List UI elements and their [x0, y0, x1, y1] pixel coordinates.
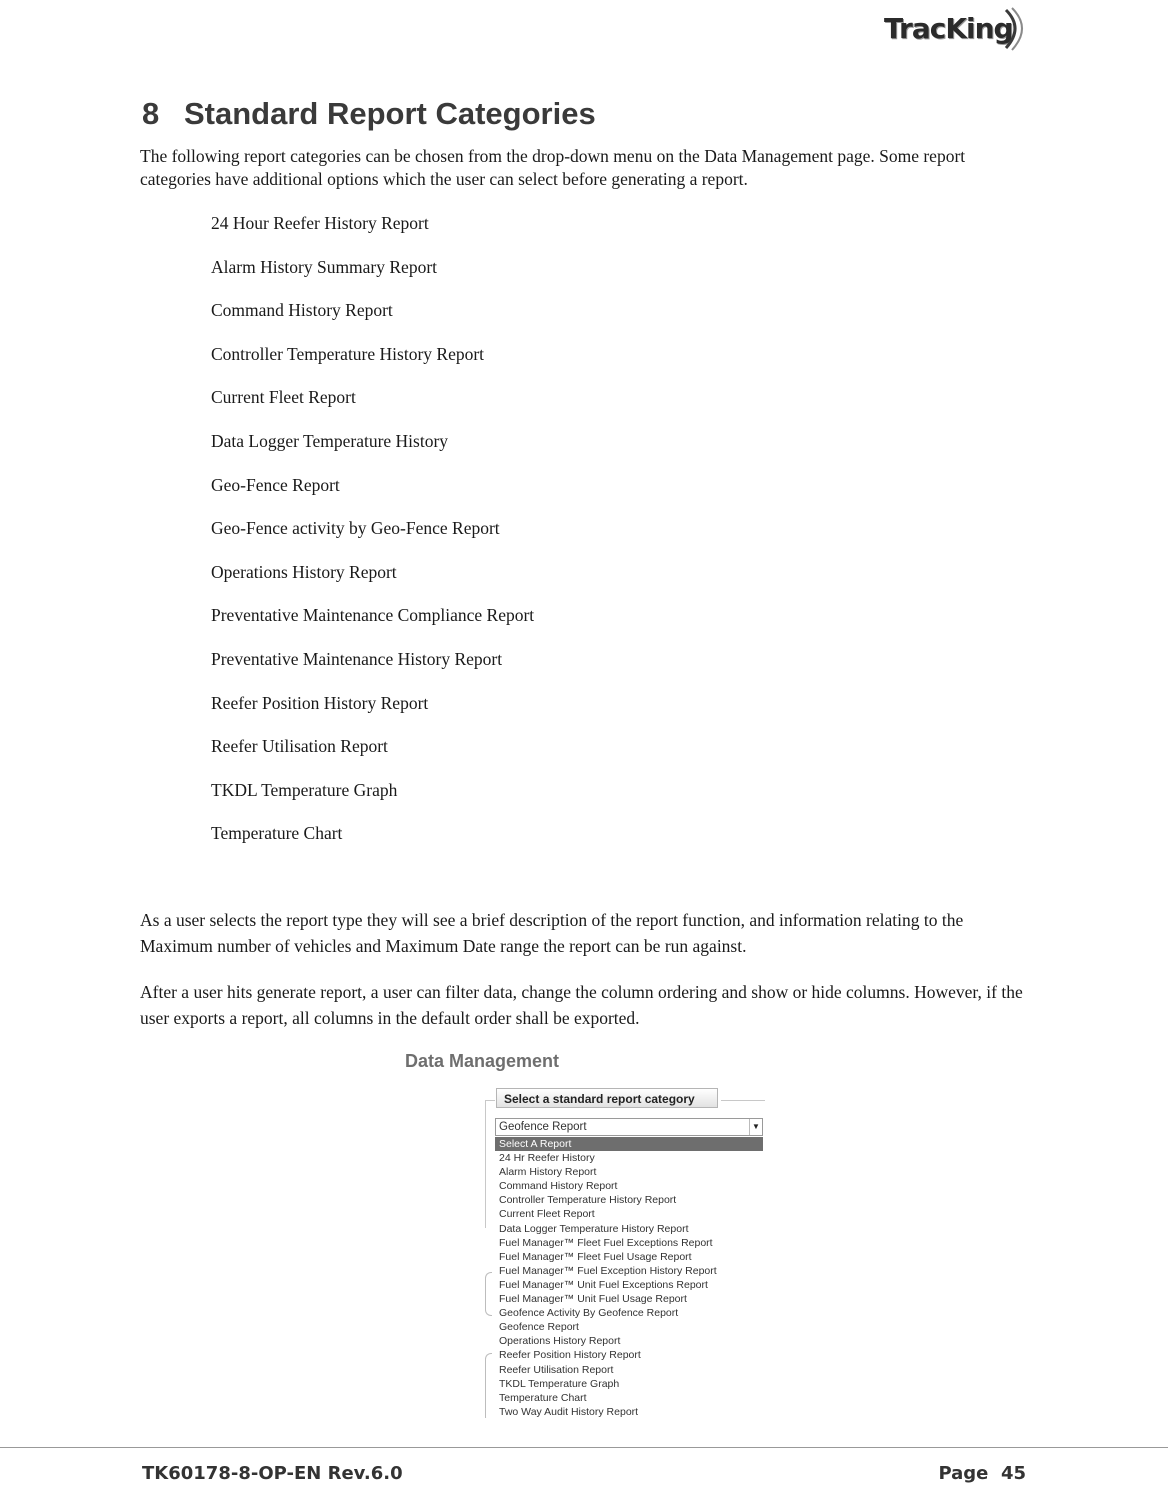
dropdown-option[interactable]: Fuel Manager™ Fleet Fuel Exceptions Report	[499, 1236, 713, 1249]
dropdown-arrow-icon[interactable]: ▼	[749, 1119, 762, 1135]
page-number	[938, 1463, 1026, 1484]
dropdown-option[interactable]: Data Logger Temperature History Report	[499, 1222, 689, 1235]
intro-paragraph: The following report categories can be chosen from the drop-down menu on the Data Management page. Some report categories have additional options which the user can select before generating a report.	[140, 146, 966, 189]
list-item: Reefer Utilisation Report	[211, 736, 388, 757]
report-options-list	[495, 1137, 763, 1418]
dropdown-option[interactable]: Geofence Activity By Geofence Report	[499, 1307, 679, 1320]
dropdown-option[interactable]: 24 Hr Reefer History	[499, 1152, 595, 1165]
panel-bracket	[485, 1353, 492, 1418]
list-item: Geo-Fence activity by Geo-Fence Report	[211, 518, 500, 539]
dropdown-option[interactable]: Two Way Audit History Report	[499, 1405, 639, 1418]
page-number-value: 45	[1000, 1463, 1026, 1484]
data-management-screenshot	[403, 1048, 765, 1418]
document-id: TK60178-8-OP-EN Rev.6.0	[142, 1463, 403, 1484]
page-label: Page	[938, 1463, 989, 1484]
report-selection-paragraph: As a user selects the report type they will see a brief description of the report function, and information relating to the Maximum number of vehicles and Maximum Date range the report can be run against.	[140, 910, 964, 956]
dropdown-option[interactable]: Reefer Position History Report	[499, 1349, 641, 1362]
logo-text: TracKing	[884, 12, 1013, 45]
list-item: Operations History Report	[211, 561, 397, 582]
list-item: Preventative Maintenance History Report	[211, 648, 503, 669]
dropdown-option[interactable]: Temperature Chart	[499, 1391, 587, 1404]
dropdown-option[interactable]: Command History Report	[499, 1180, 618, 1193]
report-category-select[interactable]	[495, 1118, 763, 1136]
list-item: Alarm History Summary Report	[211, 256, 438, 277]
dropdown-option[interactable]: TKDL Temperature Graph	[499, 1377, 620, 1390]
dropdown-option[interactable]: Reefer Utilisation Report	[499, 1363, 614, 1376]
panel-bracket	[485, 1272, 492, 1316]
list-item: Current Fleet Report	[211, 387, 356, 408]
dropdown-option[interactable]: Select A Report	[495, 1137, 763, 1151]
dropdown-option[interactable]: Operations History Report	[499, 1335, 621, 1348]
list-item: Geo-Fence Report	[211, 474, 340, 495]
dropdown-option[interactable]: Alarm History Report	[499, 1166, 597, 1179]
dropdown-option[interactable]: Fuel Manager™ Unit Fuel Usage Report	[499, 1293, 687, 1306]
list-item: Controller Temperature History Report	[211, 343, 485, 364]
section-number: 8	[142, 96, 160, 131]
list-item: Reefer Position History Report	[211, 692, 429, 713]
list-item: TKDL Temperature Graph	[211, 779, 398, 800]
list-item: Command History Report	[211, 300, 393, 321]
dropdown-option[interactable]: Fuel Manager™ Fuel Exception History Report	[499, 1264, 717, 1277]
dropdown-option[interactable]: Fuel Manager™ Fleet Fuel Usage Report	[499, 1250, 692, 1263]
dropdown-option[interactable]: Fuel Manager™ Unit Fuel Exceptions Report	[499, 1278, 708, 1291]
selected-report-value: Geofence Report	[499, 1121, 587, 1133]
panel-border-top	[485, 1100, 495, 1101]
panel-border-left	[485, 1100, 486, 1228]
dropdown-option[interactable]: Current Fleet Report	[499, 1208, 595, 1221]
logo-signal-arcs-icon	[1000, 6, 1030, 52]
list-item: Data Logger Temperature History	[211, 430, 449, 451]
data-management-title: Data Management	[405, 1051, 560, 1071]
footer-divider	[0, 1447, 1168, 1448]
list-item: 24 Hour Reefer History Report	[211, 213, 429, 233]
report-category-list	[211, 212, 534, 866]
list-item: Preventative Maintenance Compliance Report	[211, 605, 535, 626]
standard-report-category-button[interactable]: Select a standard report category	[496, 1088, 718, 1108]
tracking-logo	[880, 6, 1030, 54]
dropdown-option[interactable]: Controller Temperature History Report	[499, 1194, 677, 1207]
panel-border-top	[721, 1100, 765, 1101]
dropdown-option[interactable]: Geofence Report	[499, 1321, 579, 1334]
generate-report-paragraph: After a user hits generate report, a user can filter data, change the column ordering and show or hide columns. However, if the user exports a report, all columns in the default order shall be exported.	[140, 982, 1023, 1028]
list-item: Temperature Chart	[211, 823, 343, 844]
section-heading	[142, 96, 596, 132]
section-title: Standard Report Categories	[184, 96, 596, 131]
